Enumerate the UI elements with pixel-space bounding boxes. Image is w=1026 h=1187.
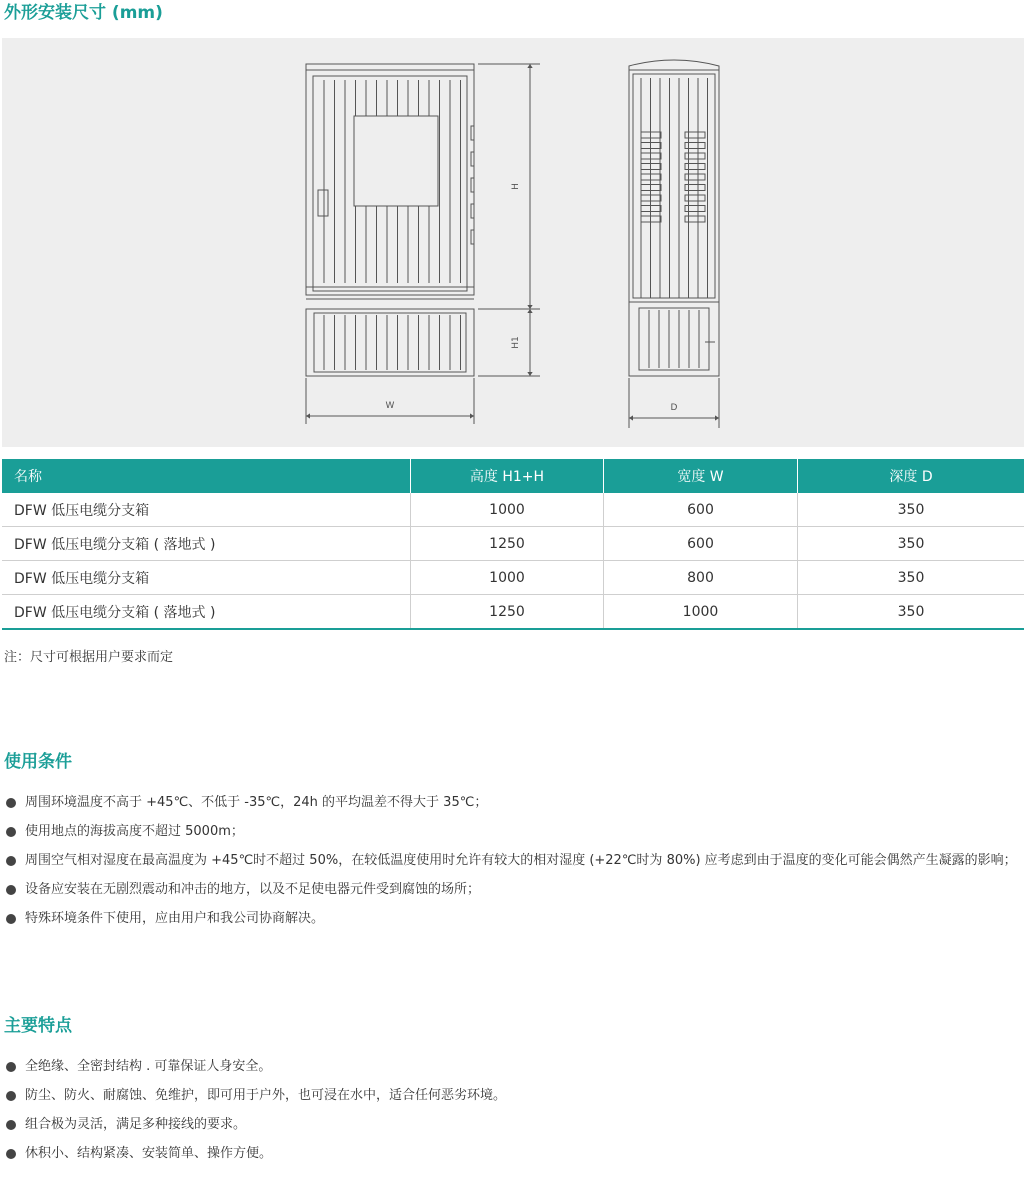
side-upper-panel <box>633 74 715 298</box>
spec-table-header-row <box>2 459 1024 493</box>
list-item-text: 周围空气相对湿度在最高温度为 +45℃时不超过 50%，在较低温度使用时允许有较大的相对湿度 (+22℃时为 80%) 应考虑到由于温度的变化可能会偶然产生凝露的影响； <box>25 853 1017 868</box>
header-depth: 深度 D <box>798 459 1025 493</box>
cell-width: 600 <box>604 527 798 561</box>
cell-height: 1000 <box>411 561 604 595</box>
size-note: 注：尺寸可根据用户要求而定 <box>4 650 174 665</box>
table-row <box>2 561 1024 595</box>
list-item <box>4 1085 1024 1107</box>
front-hinge <box>471 152 474 166</box>
d-label: D <box>670 403 678 413</box>
front-handle <box>318 190 328 216</box>
bullet-icon <box>6 1149 16 1159</box>
cell-height: 1250 <box>411 527 604 561</box>
dimensions-title: 外形安装尺寸 (mm) <box>4 3 163 23</box>
dimension-arrowhead <box>527 305 532 309</box>
cabinet-drawing <box>2 38 1024 447</box>
list-item <box>4 908 1024 930</box>
front-base-panel <box>314 313 466 372</box>
conditions-list <box>4 792 1024 937</box>
front-hinge <box>471 230 474 244</box>
bullet-icon <box>6 914 16 924</box>
header-name: 名称 <box>2 459 411 493</box>
w-label: W <box>385 401 395 411</box>
dimension-arrowhead <box>527 309 532 313</box>
bullet-icon <box>6 1091 16 1101</box>
features-title: 主要特点 <box>4 1016 72 1036</box>
list-item-text: 休积小、结构紧凑、安装简单、操作方便。 <box>25 1146 273 1161</box>
dimension-arrowhead <box>629 415 633 420</box>
side-base <box>629 302 719 376</box>
list-item-text: 全绝缘、全密封结构 . 可靠保证人身安全。 <box>25 1059 272 1074</box>
front-hinge <box>471 204 474 218</box>
list-item-text: 设备应安装在无剧烈震动和冲击的地方，以及不足使电器元件受到腐蚀的场所； <box>25 882 481 897</box>
cell-height: 1000 <box>411 493 604 527</box>
side-roof <box>629 60 719 70</box>
cell-depth: 350 <box>798 493 1025 527</box>
h1-label: H1 <box>511 336 521 349</box>
dimension-arrowhead <box>306 413 310 418</box>
cell-name: DFW 低压电缆分支箱 ( 落地式 ) <box>14 604 216 621</box>
cell-width: 1000 <box>604 595 798 630</box>
bullet-icon <box>6 885 16 895</box>
front-window <box>354 116 438 206</box>
list-item <box>4 1056 1024 1078</box>
front-hinge <box>471 126 474 140</box>
conditions-title: 使用条件 <box>4 752 72 772</box>
front-hinge <box>471 178 474 192</box>
cell-name: DFW 低压电缆分支箱 ( 落地式 ) <box>2 527 411 561</box>
dimension-drawing-panel <box>2 38 1024 447</box>
table-row <box>2 493 1024 527</box>
dimension-arrowhead <box>527 64 532 68</box>
bullet-icon <box>6 827 16 837</box>
table-row <box>2 527 1024 561</box>
dimension-arrowhead <box>715 415 719 420</box>
list-item-text: 组合极为灵活，满足多种接线的要求。 <box>25 1117 247 1132</box>
front-base <box>306 309 474 376</box>
bullet-icon <box>6 798 16 808</box>
dimension-arrowhead <box>527 372 532 376</box>
list-item-text: 防尘、防火、耐腐蚀、免维护，即可用于户外，也可浸在水中，适合任何恶劣环境。 <box>25 1088 507 1103</box>
bullet-icon <box>6 1120 16 1130</box>
list-item <box>4 1143 1024 1165</box>
cell-depth: 350 <box>798 561 1025 595</box>
dimension-arrowhead <box>470 413 474 418</box>
features-list <box>4 1056 1024 1172</box>
front-roof <box>306 64 474 70</box>
bullet-icon <box>6 856 16 866</box>
list-item <box>4 879 1024 901</box>
header-height: 高度 H1+H <box>411 459 604 493</box>
cell-depth: 350 <box>798 595 1025 630</box>
list-item <box>4 1114 1024 1136</box>
bullet-icon <box>6 1062 16 1072</box>
list-item-text: 特殊环境条件下使用，应由用户和我公司协商解决。 <box>25 911 325 926</box>
list-item <box>4 792 1024 814</box>
list-item-text: 使用地点的海拔高度不超过 5000m； <box>25 824 244 839</box>
table-row <box>2 595 1024 630</box>
cell-depth: 350 <box>798 527 1025 561</box>
cell-name: DFW 低压电缆分支箱 <box>2 561 411 595</box>
cell-height: 1250 <box>411 595 604 630</box>
list-item <box>4 821 1024 843</box>
cell-width: 600 <box>604 493 798 527</box>
cell-width: 800 <box>604 561 798 595</box>
cell-name: DFW 低压电缆分支箱 <box>2 493 411 527</box>
spec-table <box>2 459 1024 630</box>
header-width: 宽度 W <box>604 459 798 493</box>
list-item-text: 周围环境温度不高于 +45℃、不低于 -35℃，24h 的平均温差不得大于 35℃； <box>25 795 488 810</box>
list-item <box>4 850 1024 872</box>
h-label: H <box>511 183 521 190</box>
